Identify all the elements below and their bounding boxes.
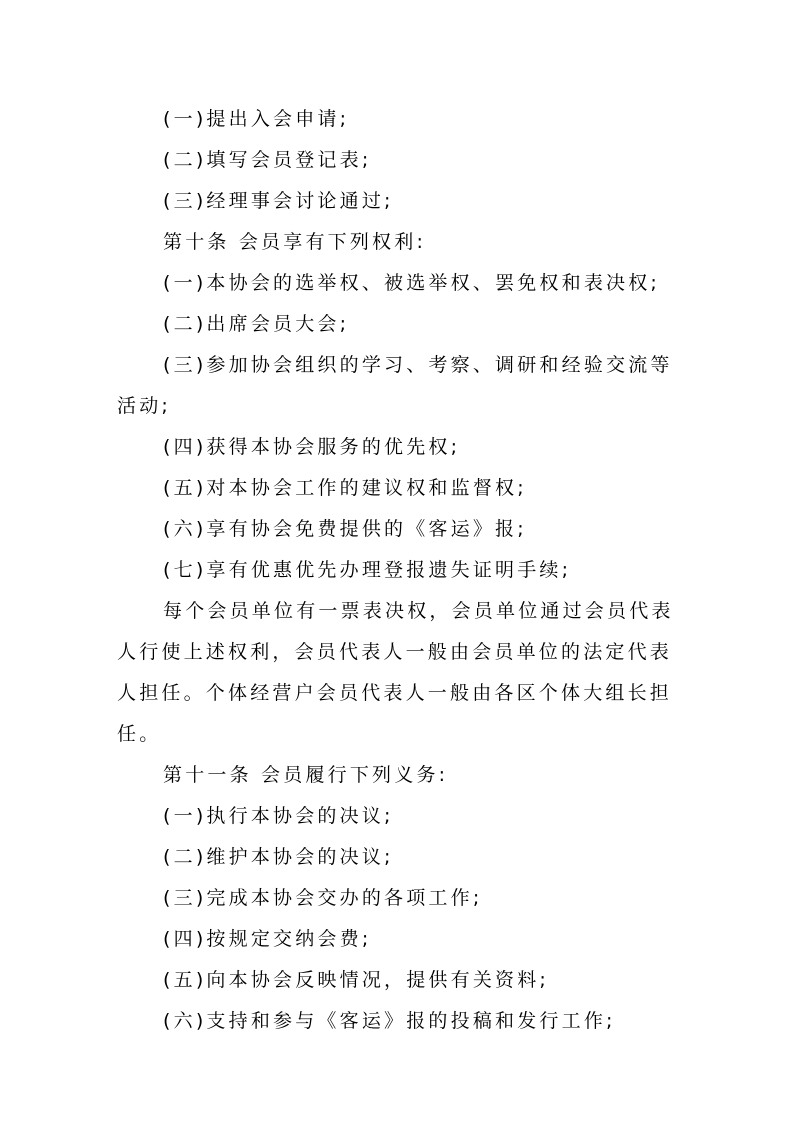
article-10-heading: 第十条 会员享有下列权利:	[163, 231, 427, 253]
paragraph-17: (四)按规定交纳会费;	[163, 928, 372, 950]
paragraph-16: (三)完成本协会交办的各项工作;	[163, 887, 483, 909]
paragraph-6: (二)出席会员大会;	[163, 313, 350, 335]
paragraph-19: (六)支持和参与《客运》报的投稿和发行工作;	[163, 1010, 616, 1032]
document-body	[117, 99, 677, 1042]
paragraph-5: (一)本协会的选举权、被选举权、罢免权和表决权;	[163, 272, 661, 294]
paragraph-10: (六)享有协会免费提供的《客运》报;	[163, 518, 527, 540]
paragraph-8: (四)获得本协会服务的优先权;	[163, 436, 461, 458]
paragraph-9: (五)对本协会工作的建议权和监督权;	[163, 477, 527, 499]
paragraph-14: (一)执行本协会的决议;	[163, 805, 394, 827]
paragraph-7: (三)参加协会组织的学习、考察、调研和经验交流等活动;	[117, 354, 673, 417]
paragraph-15: (二)维护本协会的决议;	[163, 846, 394, 868]
paragraph-11: (七)享有优惠优先办理登报遗失证明手续;	[163, 559, 572, 581]
paragraph-1: (一)提出入会申请;	[163, 108, 350, 130]
paragraph-18: (五)向本协会反映情况，提供有关资料;	[163, 969, 550, 991]
voting-rights-paragraph: 每个会员单位有一票表决权，会员单位通过会员代表人行使上述权利，会员代表人一般由会员单位的法定代表人担任。个体经营户会员代表人一般由各区个体大组长担任。	[117, 600, 674, 745]
article-11-heading: 第十一条 会员履行下列义务:	[163, 764, 449, 786]
paragraph-3: (三)经理事会讨论通过;	[163, 190, 394, 212]
paragraph-2: (二)填写会员登记表;	[163, 149, 372, 171]
